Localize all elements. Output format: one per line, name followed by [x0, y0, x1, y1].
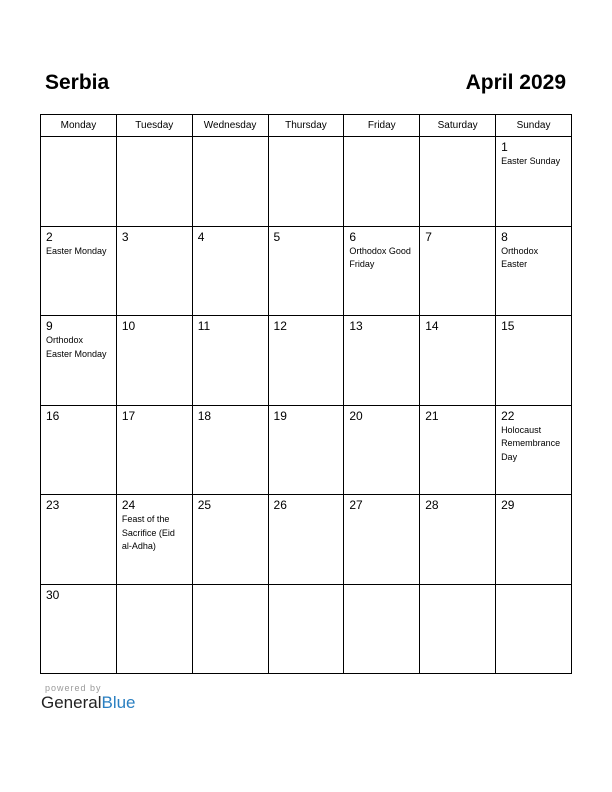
day-cell [268, 316, 344, 406]
week-row [41, 316, 572, 406]
weekday-header: Monday [41, 115, 117, 137]
day-number: 26 [273, 498, 287, 512]
day-cell [344, 584, 420, 674]
day-cell [268, 584, 344, 674]
day-number: 2 [46, 229, 53, 244]
day-cell [344, 316, 420, 406]
day-cell [192, 137, 268, 227]
day-cell [116, 495, 192, 585]
day-cell [116, 226, 192, 316]
day-number: 3 [121, 229, 129, 244]
day-cell [496, 584, 572, 674]
day-cell [268, 226, 344, 316]
day-cell [496, 137, 572, 227]
day-cell [268, 405, 344, 495]
day-number: 12 [273, 319, 287, 333]
day-number: 28 [425, 498, 439, 512]
week-row [41, 137, 572, 227]
holiday-label: Holocaust Remembrance Day [501, 424, 561, 462]
day-number: 20 [349, 408, 363, 423]
week-row [41, 226, 572, 316]
country-title: Serbia [45, 71, 110, 94]
day-number: 10 [121, 319, 136, 333]
day-cell [192, 405, 268, 495]
weekday-header: Wednesday [192, 115, 268, 137]
day-number: 11 [197, 319, 211, 333]
day-number: 23 [46, 498, 60, 512]
holiday-label: Easter Sunday [501, 156, 561, 166]
day-cell [41, 316, 117, 406]
weekday-header: Thursday [268, 115, 344, 137]
day-number: 14 [425, 319, 439, 333]
day-cell [344, 226, 420, 316]
day-cell [496, 316, 572, 406]
weekday-header: Friday [344, 115, 420, 137]
day-cell [420, 226, 496, 316]
day-cell [496, 495, 572, 585]
day-cell [41, 226, 117, 316]
day-cell [192, 316, 268, 406]
weekday-header: Sunday [496, 115, 572, 137]
day-number: 16 [46, 408, 60, 423]
day-cell [192, 584, 268, 674]
day-number: 5 [273, 229, 281, 244]
day-number: 15 [501, 319, 515, 333]
day-number: 9 [46, 319, 53, 333]
day-number: 21 [425, 408, 439, 423]
day-cell [496, 226, 572, 316]
day-number: 13 [349, 319, 363, 333]
day-cell [41, 137, 117, 227]
day-cell [420, 405, 496, 495]
day-cell [41, 405, 117, 495]
day-number: 25 [197, 498, 212, 512]
weekday-header: Tuesday [116, 115, 192, 137]
brand-logo[interactable] [41, 693, 136, 713]
weekday-header: Saturday [420, 115, 496, 137]
powered-by-label: powered by [45, 683, 102, 693]
day-cell [116, 316, 192, 406]
day-cell [41, 495, 117, 585]
day-number: 19 [273, 408, 287, 423]
day-cell [344, 405, 420, 495]
day-number: 17 [121, 408, 136, 423]
day-cell [420, 495, 496, 585]
holiday-label: Easter Monday [46, 245, 107, 256]
day-number: 30 [46, 587, 60, 602]
calendar-grid [40, 114, 572, 674]
day-number: 6 [349, 229, 357, 244]
day-cell [420, 316, 496, 406]
day-cell [192, 226, 268, 316]
day-cell [344, 495, 420, 585]
holiday-label: Orthodox Easter [501, 245, 539, 269]
day-cell [116, 584, 192, 674]
day-cell [420, 137, 496, 227]
week-row [41, 584, 572, 674]
day-cell [344, 137, 420, 227]
day-number: 22 [501, 408, 515, 423]
day-cell [116, 405, 192, 495]
brand-general: General [41, 693, 102, 712]
month-title: April 2029 [465, 71, 566, 94]
day-cell [496, 405, 572, 495]
day-number: 27 [349, 498, 363, 512]
holiday-label: Orthodox Easter Monday [46, 335, 107, 359]
day-cell [192, 495, 268, 585]
day-number: 4 [197, 229, 205, 244]
brand-blue: Blue [101, 693, 136, 712]
day-number: 24 [121, 498, 136, 512]
day-cell [420, 584, 496, 674]
day-cell [268, 137, 344, 227]
day-number: 8 [501, 229, 508, 244]
day-number: 29 [501, 498, 515, 512]
weekday-header-row [41, 115, 572, 137]
holiday-label: Feast of the Sacrifice (Eid al-Adha) [121, 514, 175, 551]
week-row [41, 495, 572, 585]
day-cell [41, 584, 117, 674]
holiday-label: Orthodox Good Friday [349, 245, 411, 269]
week-row [41, 405, 572, 495]
day-number: 18 [197, 408, 212, 423]
day-cell [268, 495, 344, 585]
day-number: 7 [425, 229, 432, 244]
day-cell [116, 137, 192, 227]
day-number: 1 [501, 140, 508, 154]
